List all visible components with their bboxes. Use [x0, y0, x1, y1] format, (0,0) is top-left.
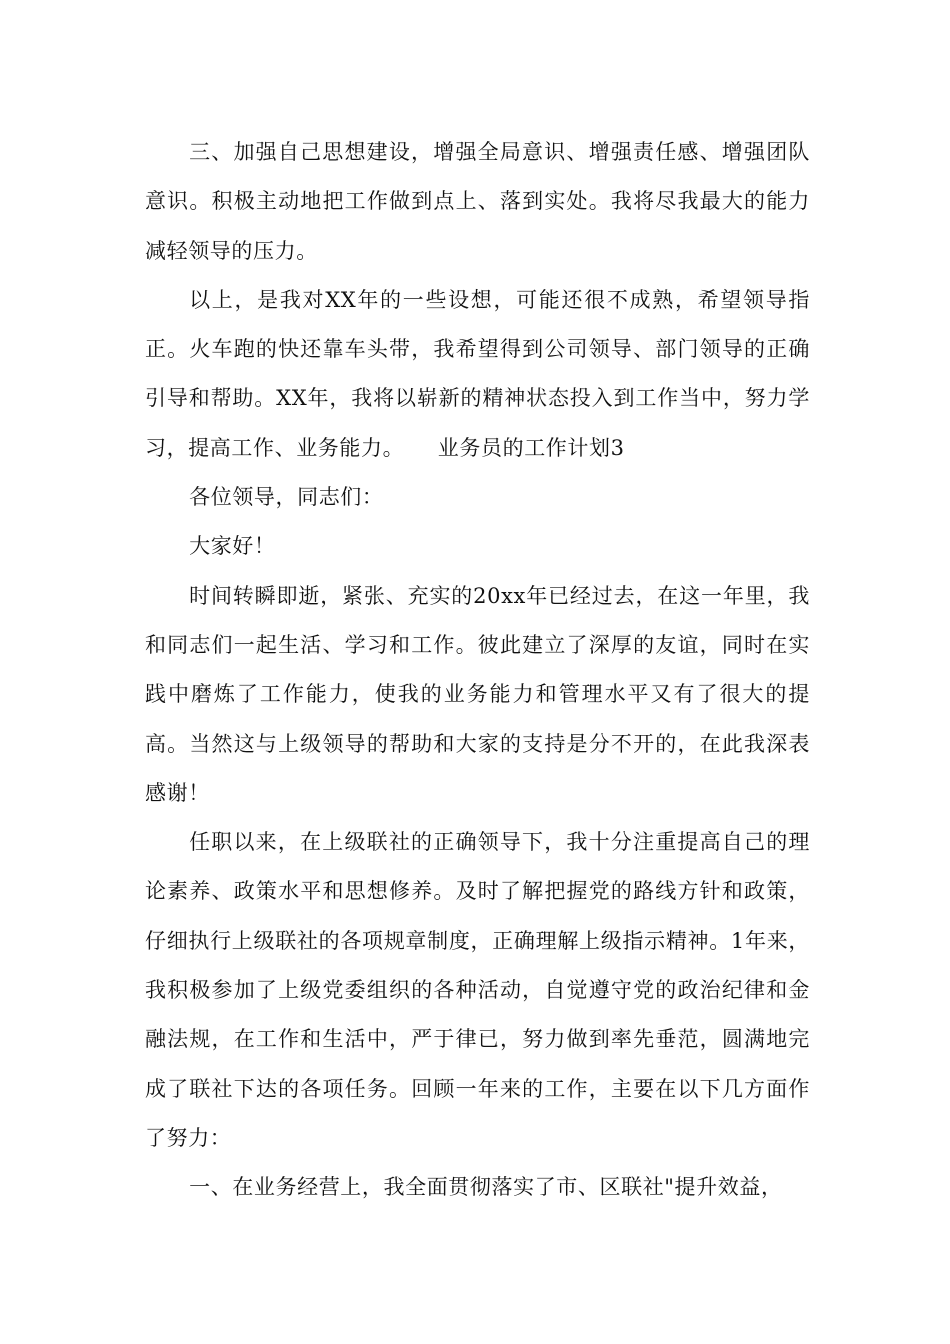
document-body: [145, 128, 810, 1213]
paragraph-year-review: 时间转瞬即逝，紧张、充实的20xx年已经过去，在这一年里，我和同志们一起生活、学习和工作。彼此建立了深厚的友谊，同时在实践中磨炼了工作能力，使我的业务能力和管理水平又有了很大的提高。当然这与上级领导的帮助和大家的支持是分不开的，在此我深表感谢！: [145, 583, 810, 805]
paragraph-strengthen-thinking: 三、加强自己思想建设，增强全局意识、增强责任感、增强团队意识。积极主动地把工作做到点上、落到实处。我将尽我最大的能力减轻领导的压力。: [145, 140, 810, 263]
paragraph-plan-summary-text: 以上，是我对XX年的一些设想，可能还很不成熟，希望领导指正。火车跑的快还靠车头带，我希望得到公司领导、部门领导的正确引导和帮助。XX年，我将以崭新的精神状态投入到工作当中，努力学习，提高工作、业务能力。: [145, 287, 810, 460]
section-heading-work-plan-3: 业务员的工作计划3: [437, 435, 625, 460]
paragraph-greeting: 大家好！: [189, 534, 276, 559]
paragraph-business-operations: 一、在业务经营上，我全面贯彻落实了市、区联社"提升效益，: [189, 1175, 783, 1200]
paragraph-plan-summary: [145, 276, 810, 473]
paragraph-since-appointment: 任职以来，在上级联社的正确领导下，我十分注重提高自己的理论素养、政策水平和思想修养。及时了解把握党的路线方针和政策，仔细执行上级联社的各项规章制度，正确理解上级指示精神。1年来，我积极参加了上级党委组织的各种活动，自觉遵守党的政治纪律和金融法规，在工作和生活中，严于律已，努力做到率先垂范，圆满地完成了联社下达的各项任务。回顾一年来的工作，主要在以下几方面作了努力：: [145, 830, 810, 1150]
paragraph-salutation: 各位领导，同志们：: [189, 485, 384, 510]
